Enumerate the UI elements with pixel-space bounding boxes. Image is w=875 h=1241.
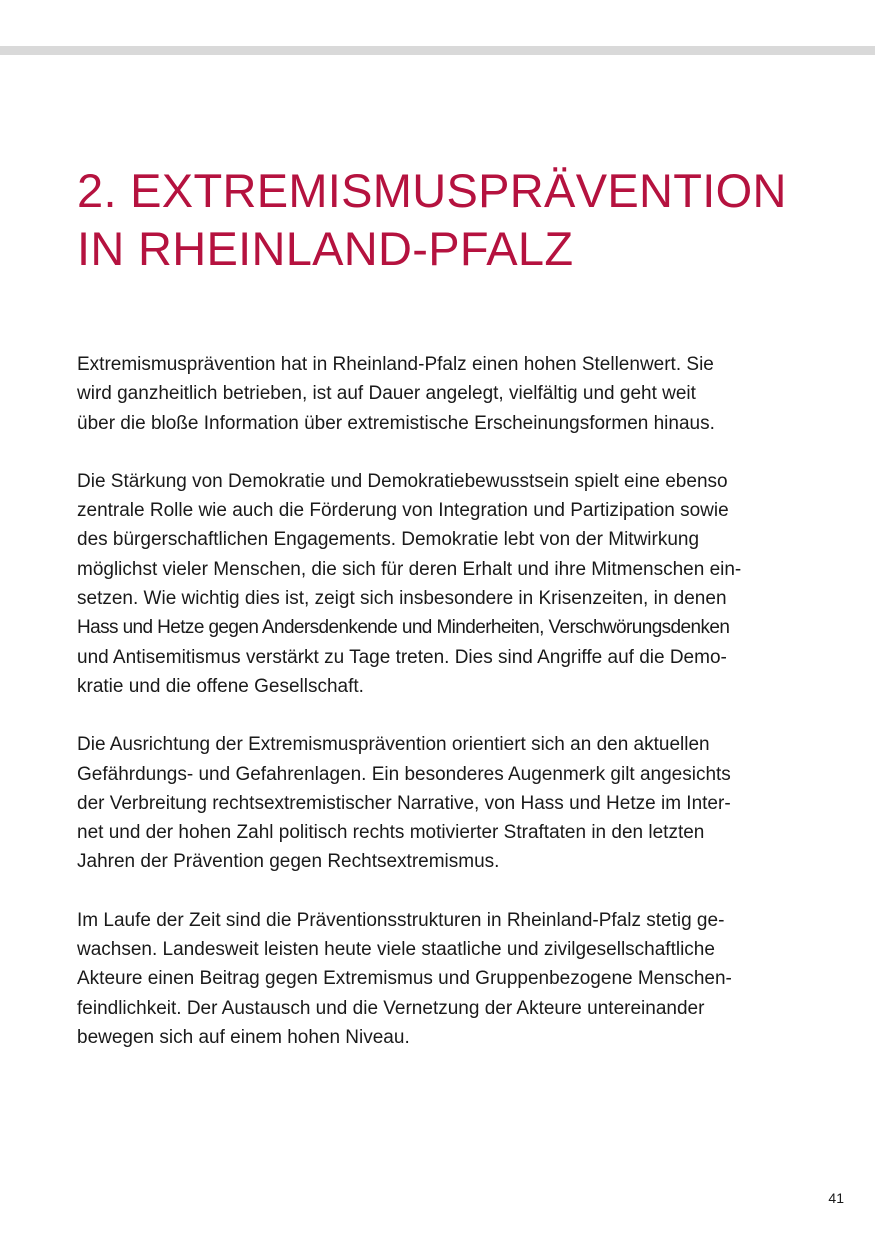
text-line: über die bloße Information über extremistische Erscheinungsformen hinaus. — [77, 412, 715, 434]
text-line: net und der hohen Zahl politisch rechts motivierter Straftaten in den letzten — [77, 822, 705, 844]
paragraph-2 — [77, 467, 789, 701]
text-line: zentrale Rolle wie auch die Förderung von Integration und Partizipation sowie — [77, 500, 729, 522]
text-line: kratie und die offene Gesellschaft. — [77, 675, 364, 697]
text-line: wachsen. Landesweit leisten heute viele staatliche und zivilgesellschaftliche — [77, 939, 715, 961]
text-line: feindlichkeit. Der Austausch und die Vernetzung der Akteure untereinander — [77, 997, 705, 1019]
text-line: Im Laufe der Zeit sind die Präventionsstrukturen in Rheinland-Pfalz stetig ge- — [77, 909, 725, 931]
text-line: bewegen sich auf einem hohen Niveau. — [77, 1026, 410, 1048]
text-line: möglichst vieler Menschen, die sich für deren Erhalt und ihre Mitmenschen ein- — [77, 558, 742, 580]
text-line: Die Ausrichtung der Extremismusprävention orientiert sich an den aktuellen — [77, 734, 710, 756]
text-line: Gefährdungs- und Gefahrenlagen. Ein besonderes Augenmerk gilt angesichts — [77, 763, 731, 785]
text-line: und Antisemitismus verstärkt zu Tage treten. Dies sind Angriffe auf die Demo- — [77, 646, 727, 668]
text-line: Akteure einen Beitrag gegen Extremismus und Gruppenbezogene Menschen- — [77, 968, 732, 990]
text-line: des bürgerschaftlichen Engagements. Demokratie lebt von der Mitwirkung — [77, 529, 700, 551]
chapter-heading — [77, 162, 837, 278]
text-line: Extremismusprävention hat in Rheinland-Pfalz einen hohen Stellenwert. Sie — [77, 354, 714, 375]
text-line: Die Stärkung von Demokratie und Demokratiebewusstsein spielt eine ebenso — [77, 470, 728, 492]
page-number: 41 — [828, 1190, 844, 1206]
chapter-heading-line-1: 2. EXTREMISMUSPRÄVENTION — [77, 164, 787, 217]
text-line: Hass und Hetze gegen Andersdenkende und Minderheiten, Verschwörungsdenken — [77, 617, 730, 639]
body-text — [77, 350, 789, 1081]
text-line: setzen. Wie wichtig dies ist, zeigt sich insbesondere in Krisenzeiten, in denen — [77, 588, 727, 610]
text-line: der Verbreitung rechtsextremistischer Narrative, von Hass und Hetze im Inter- — [77, 792, 731, 814]
paragraph-3 — [77, 730, 789, 876]
paragraph-4 — [77, 906, 789, 1052]
chapter-heading-line-2: IN RHEINLAND-PFALZ — [77, 222, 574, 275]
text-line: wird ganzheitlich betrieben, ist auf Dauer angelegt, vielfältig und geht weit — [77, 383, 696, 405]
paragraph-1 — [77, 350, 789, 438]
text-line: Jahren der Prävention gegen Rechtsextremismus. — [77, 851, 500, 873]
top-divider — [0, 46, 875, 55]
